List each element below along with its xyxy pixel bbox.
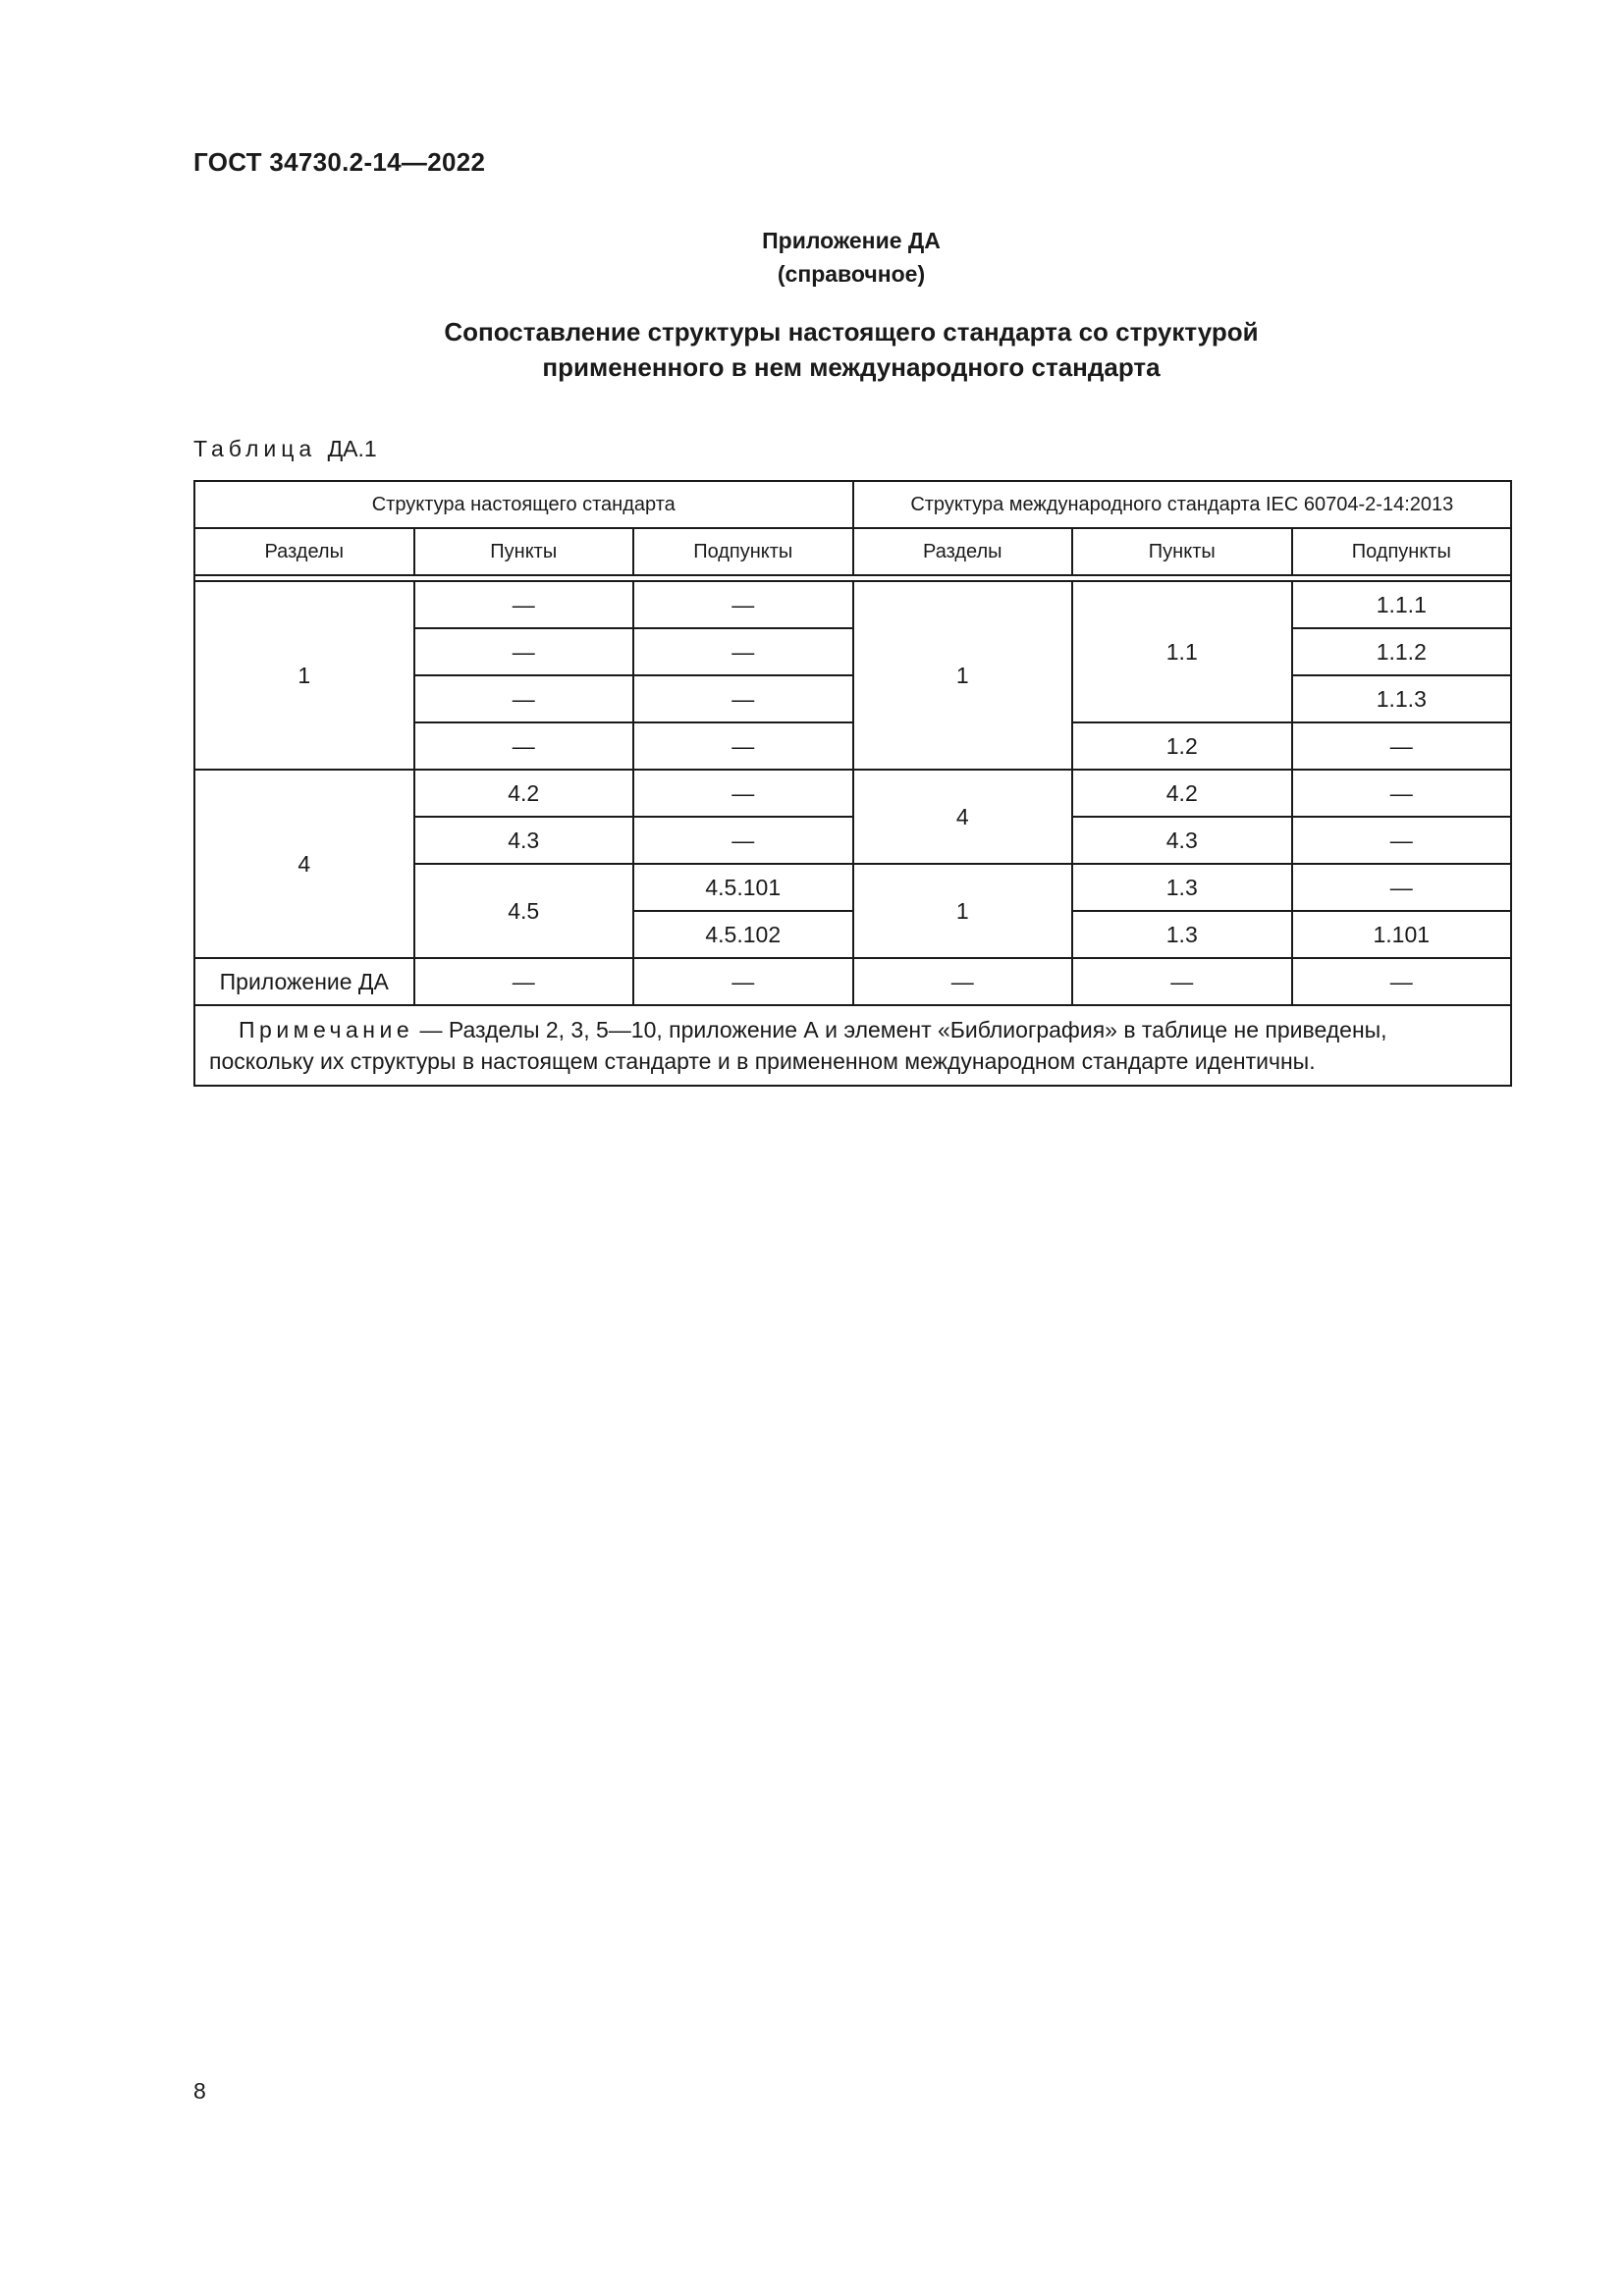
cell-intl-section: 4 (853, 770, 1073, 864)
cell-local-point: — (414, 958, 634, 1005)
appendix-heading (0, 224, 1624, 291)
cell-local-point: — (414, 722, 634, 770)
table-row (194, 581, 1511, 628)
cell-intl-point: — (1072, 958, 1292, 1005)
table-caption-label: Таблица (193, 436, 317, 461)
cell-local-subpoint: — (633, 770, 853, 817)
page-number: 8 (193, 2078, 206, 2104)
cell-local-point: — (414, 581, 634, 628)
table-note-row (194, 1005, 1511, 1086)
note-text-line-1: — Разделы 2, 3, 5—10, приложение А и элемент «Библиография» в таблице не приведены, (413, 1017, 1387, 1042)
table-row (194, 770, 1511, 817)
cell-local-point: 4.3 (414, 817, 634, 864)
cell-local-subpoint: — (633, 675, 853, 722)
comparison-table (193, 480, 1512, 1087)
column-header-local-sections: Разделы (194, 528, 414, 575)
page-title-line-1: Сопоставление структуры настоящего стандарта со структурой (444, 317, 1259, 347)
cell-local-point: 4.5 (414, 864, 634, 958)
table-caption (193, 436, 377, 462)
cell-intl-point: 1.3 (1072, 911, 1292, 958)
column-header-intl-points: Пункты (1072, 528, 1292, 575)
cell-local-point: — (414, 628, 634, 675)
cell-intl-subpoint: — (1292, 958, 1512, 1005)
cell-intl-subpoint: — (1292, 817, 1512, 864)
cell-local-point: — (414, 675, 634, 722)
group-header-local: Структура настоящего стандарта (194, 481, 853, 528)
column-header-local-points: Пункты (414, 528, 634, 575)
cell-intl-subpoint: — (1292, 722, 1512, 770)
note-label: Примечание (239, 1017, 414, 1042)
cell-local-subpoint: — (633, 722, 853, 770)
column-header-local-subpoints: Подпункты (633, 528, 853, 575)
cell-intl-section: 1 (853, 864, 1073, 958)
cell-intl-point: 4.2 (1072, 770, 1292, 817)
document-id: ГОСТ 34730.2-14—2022 (193, 147, 486, 177)
table-column-header-row (194, 528, 1511, 575)
cell-local-point: 4.2 (414, 770, 634, 817)
page-title (0, 314, 1624, 385)
cell-local-subpoint: — (633, 958, 853, 1005)
cell-local-section: 4 (194, 770, 414, 958)
cell-local-subpoint: — (633, 581, 853, 628)
column-header-intl-sections: Разделы (853, 528, 1073, 575)
table-row-appendix (194, 958, 1511, 1005)
cell-intl-section: — (853, 958, 1073, 1005)
cell-intl-subpoint: 1.1.1 (1292, 581, 1512, 628)
table-note (194, 1005, 1511, 1086)
cell-local-section: 1 (194, 581, 414, 770)
table-group-header-row (194, 481, 1511, 528)
cell-intl-point: 1.3 (1072, 864, 1292, 911)
cell-intl-point: 4.3 (1072, 817, 1292, 864)
cell-local-subpoint: — (633, 817, 853, 864)
cell-intl-subpoint: 1.1.3 (1292, 675, 1512, 722)
cell-local-subpoint: — (633, 628, 853, 675)
cell-local-subpoint: 4.5.101 (633, 864, 853, 911)
cell-intl-point: 1.1 (1072, 581, 1292, 722)
appendix-subtitle: (справочное) (777, 261, 926, 287)
cell-intl-subpoint: — (1292, 864, 1512, 911)
cell-local-section: Приложение ДА (194, 958, 414, 1005)
cell-intl-subpoint: 1.101 (1292, 911, 1512, 958)
note-text-line-2: поскольку их структуры в настоящем стандарте и в примененном международном стандарте идентичны. (209, 1048, 1316, 1074)
cell-intl-subpoint: 1.1.2 (1292, 628, 1512, 675)
cell-intl-subpoint: — (1292, 770, 1512, 817)
group-header-international: Структура международного стандарта IEC 60704-2-14:2013 (853, 481, 1512, 528)
cell-intl-section: 1 (853, 581, 1073, 770)
table-caption-number: ДА.1 (327, 436, 377, 461)
cell-local-subpoint: 4.5.102 (633, 911, 853, 958)
appendix-title: Приложение ДА (762, 228, 941, 253)
column-header-intl-subpoints: Подпункты (1292, 528, 1512, 575)
page-title-line-2: примененного в нем международного стандарта (542, 352, 1161, 382)
cell-intl-point: 1.2 (1072, 722, 1292, 770)
